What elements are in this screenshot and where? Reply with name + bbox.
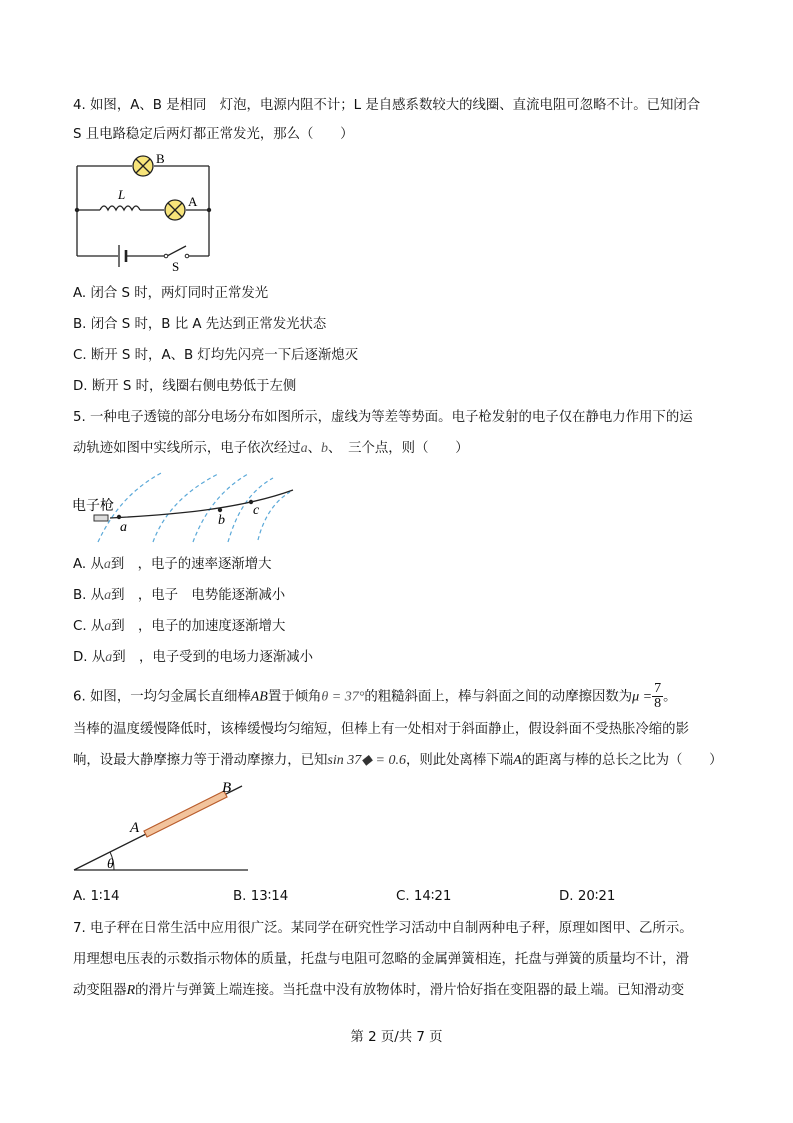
- metal-rod: [144, 791, 227, 837]
- theta-label: θ: [107, 857, 114, 872]
- label-a: A: [188, 194, 198, 209]
- rod-end-a-label: A: [130, 820, 140, 836]
- label-l: L: [118, 187, 126, 202]
- bulb-a-icon: [165, 200, 185, 220]
- q5-stem-line2: 动轨迹如图中实线所示，电子依次经过a、b、 三个点，则（ ）: [73, 441, 469, 456]
- q4-circuit-diagram: [70, 148, 220, 273]
- q6-stem-line2: 当棒的温度缓慢降低时，该棒缓慢均匀缩短，但棒上有一处相对于斜面静止，假设斜面不受热胀冷缩的影: [73, 722, 689, 737]
- q5-stem-line1: 5. 一种电子透镜的部分电场分布如图所示，虚线为等差等势面。电子枪发射的电子仅在静电力作用下的运: [73, 410, 693, 425]
- q5-option-c: C. 从a到 ，电子的加速度逐渐增大: [73, 619, 286, 634]
- q6-stem-line3: 响，设最大静摩擦力等于滑动摩擦力，已知sin 37◆ = 0.6，则此处离棒下端A的距离与棒的总长之比为（ ）: [73, 753, 723, 768]
- q7-stem-line3: 动变阻器R的滑片与弹簧上端连接。当托盘中没有放物体时，滑片恰好指在变阻器的最上端。已知滑动变: [73, 983, 685, 998]
- q7-stem-line1: 7. 电子秤在日常生活中应用很广泛。某同学在研究性学习活动中自制两种电子秤，原理如图甲、乙所示。: [73, 921, 693, 936]
- q4-option-b: B. 闭合 S 时，B 比 A 先达到正常发光状态: [73, 317, 327, 332]
- electron-gun-icon: [94, 515, 108, 521]
- point-c-label: c: [253, 503, 260, 518]
- label-s: S: [172, 259, 180, 273]
- q5-electron-lens-diagram: [68, 470, 303, 545]
- q4-stem-line2: S 且电路稳定后两灯都正常发光，那么（ ）: [73, 127, 354, 142]
- label-b: B: [156, 151, 165, 166]
- q6-option-b: B. 13∶14: [233, 889, 289, 904]
- q7-stem-line2: 用理想电压表的示数指示物体的质量，托盘与电阻可忽略的金属弹簧相连，托盘与弹簧的质量均不计，滑: [73, 952, 689, 967]
- q4-option-a: A. 闭合 S 时，两灯同时正常发光: [73, 286, 269, 301]
- mu-fraction: $\frac{7}{8}$: [654, 681, 662, 711]
- q5-option-a: A. 从a到 ，电子的速率逐渐增大: [73, 557, 272, 572]
- q6-incline-diagram: [70, 778, 255, 876]
- point-a-label: a: [120, 520, 127, 535]
- point-b-label: b: [218, 513, 225, 528]
- q4-option-c: C. 断开 S 时，A、B 灯均先闪亮一下后逐渐熄灭: [73, 348, 359, 363]
- bulb-b-icon: [133, 156, 153, 176]
- q5-option-d: D. 从a到 ，电子受到的电场力逐渐减小: [73, 650, 314, 665]
- q4-option-d: D. 断开 S 时，线圈右侧电势低于左侧: [73, 379, 297, 394]
- q6-stem-line1: 6. 如图，一均匀金属长直细棒AB置于倾角θ = 37°的粗糙斜面上，棒与斜面之间的动摩擦因数为μ = $\frac{7}{8}$ 。: [73, 681, 677, 711]
- page-footer: 第 2 页/共 7 页: [350, 1030, 443, 1045]
- electron-trajectory: [110, 490, 293, 518]
- q6-option-a: A. 1∶14: [73, 889, 120, 904]
- rod-end-b-label: B: [222, 780, 232, 796]
- gun-label: 电子枪: [72, 498, 114, 514]
- q6-option-d: D. 20∶21: [559, 889, 616, 904]
- q4-stem-line1: 4. 如图，A、B 是相同 灯泡，电源内阻不计；L 是自感系数较大的线圈、直流电阻可忽略不计。已知闭合: [73, 98, 701, 113]
- q6-option-c: C. 14∶21: [396, 889, 452, 904]
- q5-option-b: B. 从a到 ，电子 电势能逐渐减小: [73, 588, 286, 603]
